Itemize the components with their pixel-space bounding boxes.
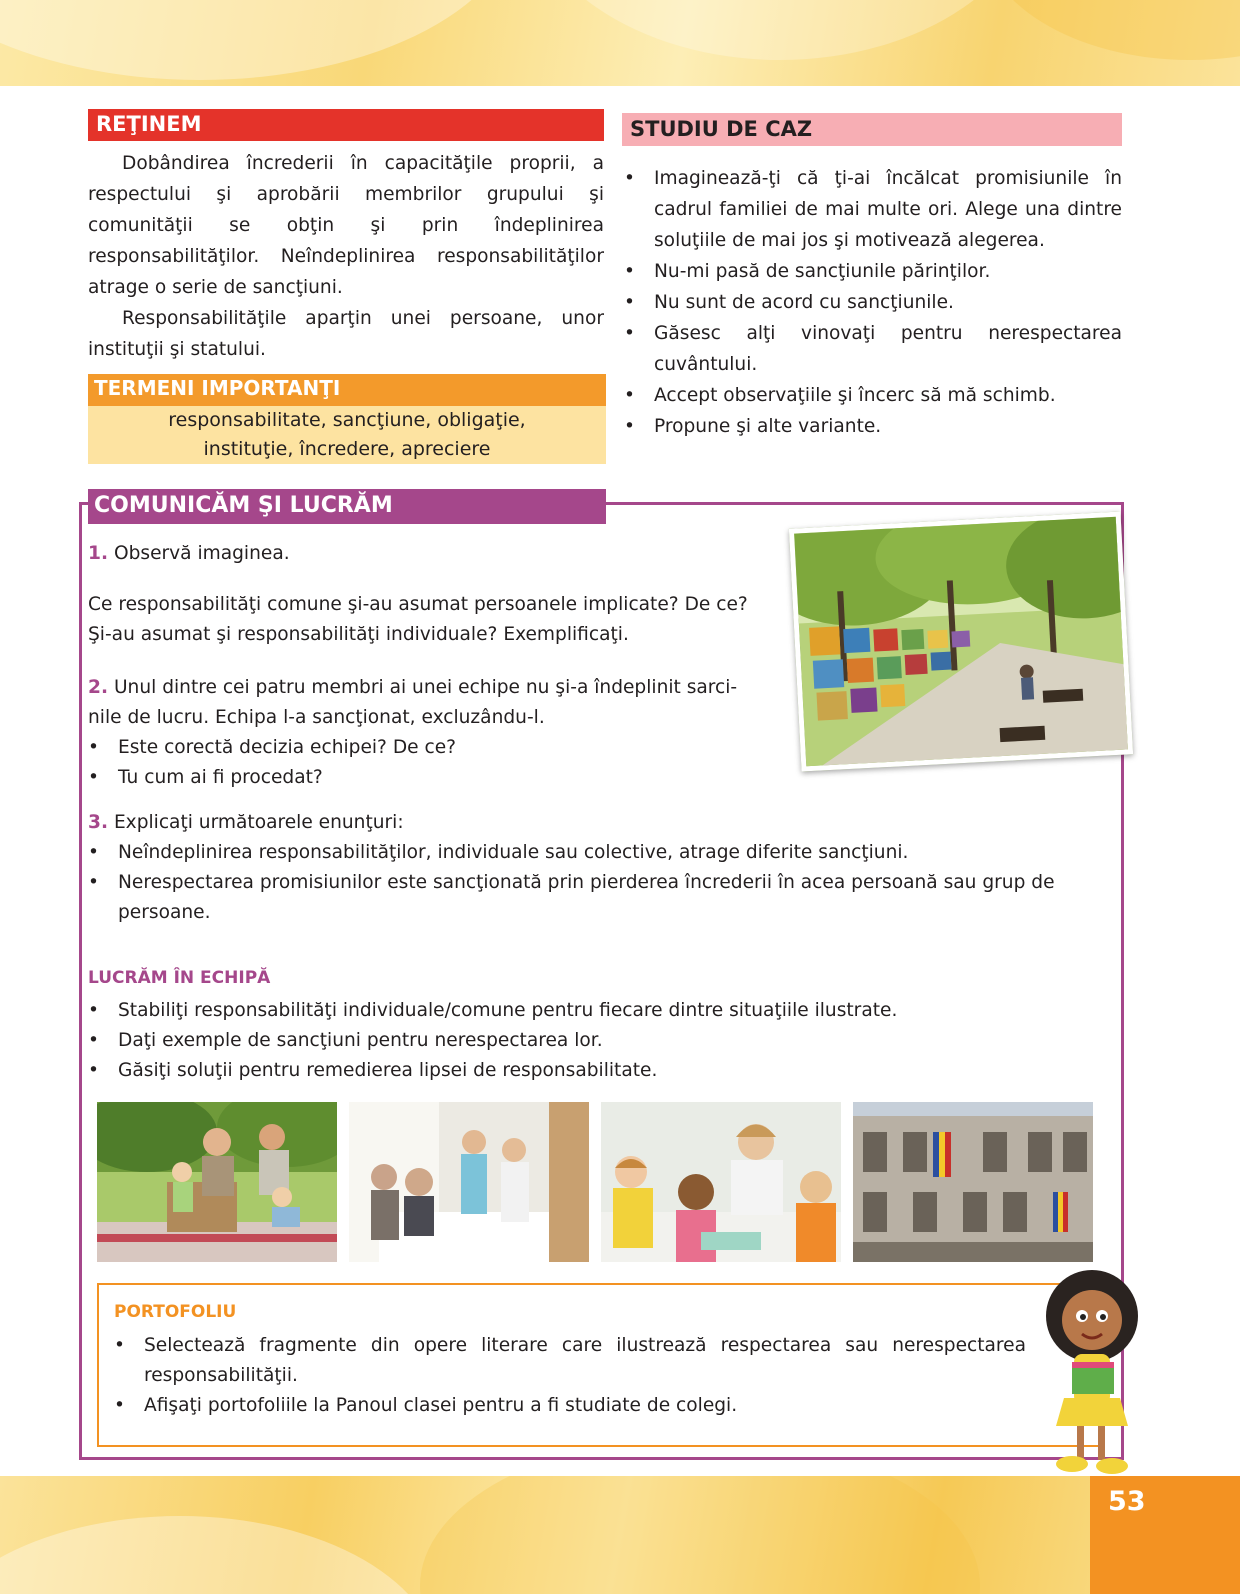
bullet-icon: • bbox=[88, 842, 99, 863]
studiu-item-text: Nu-mi pasă de sancţiunile părinţilor. bbox=[654, 261, 991, 282]
studiu-item-text: Imaginează-ţi că ţi-ai încălcat promisiunile în cadrul familiei de mai multe ori. Alege una dintre soluţiile de mai jos şi motivează alegerea. bbox=[654, 168, 1122, 251]
question-line: Şi-au asumat şi responsabilităţi individuale? Exemplificaţi. bbox=[88, 624, 629, 645]
retinem-header: REŢINEM bbox=[88, 109, 604, 141]
task-3 bbox=[88, 808, 1103, 928]
list-item bbox=[88, 996, 1103, 1026]
list-item bbox=[622, 380, 1122, 411]
bullet-text: Selectează fragmente din opere literare care ilustrează respectarea sau nerespectarea responsabilităţii. bbox=[144, 1335, 1026, 1386]
bullet-text: Daţi exemple de sancţiuni pentru nerespectarea lor. bbox=[118, 1030, 603, 1051]
list-item bbox=[88, 733, 788, 763]
studiu-item-text: Nu sunt de acord cu sancţiunile. bbox=[654, 292, 954, 313]
list-item bbox=[622, 318, 1122, 380]
termeni-line: instituţie, încredere, apreciere bbox=[203, 438, 491, 460]
comunicam-header: COMUNICĂM ŞI LUCRĂM bbox=[88, 489, 606, 524]
list-item bbox=[114, 1391, 1026, 1421]
studiu-list bbox=[622, 163, 1122, 442]
task-text: nile de lucru. Echipa l-a sancţionat, excluzându-l. bbox=[88, 707, 545, 728]
bullet-text: Tu cum ai fi procedat? bbox=[118, 767, 323, 788]
bullet-icon: • bbox=[624, 261, 635, 282]
page-number: 53 bbox=[1090, 1476, 1240, 1594]
portofoliu-title: PORTOFOLIU bbox=[114, 1302, 237, 1322]
bullet-text: Neîndeplinirea responsabilităţilor, individuale sau colective, atrage diferite sancţiuni. bbox=[118, 842, 909, 863]
bullet-icon: • bbox=[88, 1000, 99, 1021]
list-item bbox=[622, 256, 1122, 287]
portofoliu-list bbox=[114, 1331, 1026, 1421]
bullet-icon: • bbox=[88, 737, 99, 758]
list-item bbox=[88, 838, 1103, 868]
bullet-text: Găsiţi soluţii pentru remedierea lipsei de responsabilitate. bbox=[118, 1060, 658, 1081]
retinem-paragraph: Dobândirea încrederii în capacităţile proprii, a respectului şi aprobării membrilor grupului şi comunităţii se obţin şi prin îndeplinirea responsabilităţilor. Neîndeplinirea responsabilităţilor atrage o serie de sancţiuni. bbox=[88, 153, 604, 298]
bullet-text: Stabiliţi responsabilităţi individuale/comune pentru fiecare dintre situaţiile ilustrate. bbox=[118, 1000, 898, 1021]
hospital-visit-photo bbox=[349, 1102, 589, 1262]
retinem-paragraph: Responsabilităţile aparţin unei persoane, unor instituţii şi statului. bbox=[88, 308, 604, 360]
task-number: 2. bbox=[88, 677, 109, 698]
top-decorative-band bbox=[0, 0, 1240, 86]
task-number: 1. bbox=[88, 543, 109, 564]
list-item bbox=[88, 1056, 1103, 1086]
task-2-bullets bbox=[88, 733, 788, 793]
studiu-item-text: Propune şi alte variante. bbox=[654, 416, 882, 437]
lucram-list bbox=[88, 996, 1103, 1086]
question-line: Ce responsabilităţi comune şi-au asumat persoanele implicate? De ce? bbox=[88, 594, 748, 615]
list-item bbox=[622, 163, 1122, 256]
bottom-decorative-band bbox=[0, 1476, 1240, 1594]
lucram-title: LUCRĂM ÎN ECHIPĂ bbox=[88, 968, 271, 988]
task-text: Observă imaginea. bbox=[113, 543, 290, 564]
bullet-icon: • bbox=[624, 168, 635, 189]
bullet-icon: • bbox=[624, 323, 635, 344]
list-item bbox=[88, 763, 788, 793]
bullet-icon: • bbox=[88, 1030, 99, 1051]
termeni-body bbox=[88, 406, 606, 464]
list-item bbox=[622, 287, 1122, 318]
city-hall-building-photo bbox=[853, 1102, 1093, 1262]
bullet-icon: • bbox=[624, 416, 635, 437]
task-text: Unul dintre cei patru membri ai unei echipe nu şi-a îndeplinit sarci- bbox=[113, 677, 738, 698]
task-1 bbox=[88, 539, 290, 569]
task-text: Explicaţi următoarele enunţuri: bbox=[113, 812, 404, 833]
bullet-text: Afişaţi portofoliile la Panoul clasei pentru a fi studiate de colegi. bbox=[144, 1395, 738, 1416]
family-picnic-photo bbox=[97, 1102, 337, 1262]
list-item bbox=[622, 411, 1122, 442]
task-1-questions bbox=[88, 590, 788, 650]
studiu-item-text: Accept observaţiile şi încerc să mă schimb. bbox=[654, 385, 1056, 406]
bullet-icon: • bbox=[114, 1335, 125, 1356]
termeni-header: TERMENI IMPORTANŢI bbox=[88, 374, 606, 406]
bullet-icon: • bbox=[88, 767, 99, 788]
classroom-photo bbox=[601, 1102, 841, 1262]
termeni-line: responsabilitate, sancţiune, obligaţie, bbox=[168, 409, 526, 431]
task-3-bullets bbox=[88, 838, 1103, 928]
bullet-icon: • bbox=[624, 385, 635, 406]
cartoon-girl-illustration bbox=[1032, 1268, 1142, 1478]
list-item bbox=[114, 1331, 1026, 1391]
task-number: 3. bbox=[88, 812, 109, 833]
list-item bbox=[88, 1026, 1103, 1056]
bullet-icon: • bbox=[88, 1060, 99, 1081]
bullet-icon: • bbox=[624, 292, 635, 313]
bullet-text: Este corectă decizia echipei? De ce? bbox=[118, 737, 457, 758]
studiu-header: STUDIU DE CAZ bbox=[622, 113, 1122, 146]
bullet-text: Nerespectarea promisiunilor este sancţionată prin pierderea încrederii în acea persoană sau grup de persoane. bbox=[118, 872, 1055, 923]
park-art-market-photo bbox=[789, 511, 1133, 771]
task-2 bbox=[88, 673, 788, 793]
studiu-item-text: Găsesc alţi vinovaţi pentru nerespectarea cuvântului. bbox=[654, 323, 1122, 375]
retinem-text bbox=[88, 148, 604, 365]
list-item bbox=[88, 868, 1103, 928]
bullet-icon: • bbox=[114, 1395, 125, 1416]
bullet-icon: • bbox=[88, 872, 99, 893]
